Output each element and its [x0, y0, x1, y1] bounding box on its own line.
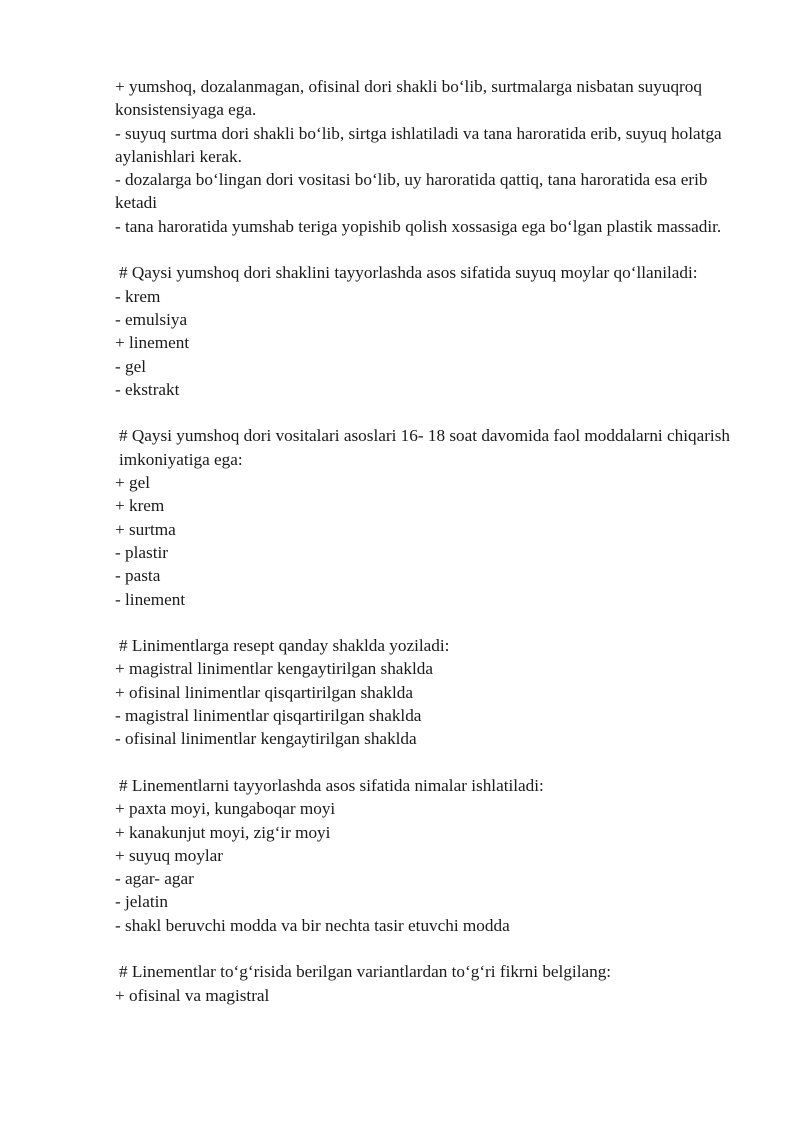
- question-text: # Linementlarni tayyorlashda asos sifatida nimalar ishlatiladi:: [119, 775, 544, 795]
- question-block: [115, 774, 745, 937]
- question-block: [115, 960, 745, 1007]
- answer-option: + krem: [115, 496, 165, 516]
- answer-option: + ofisinal va magistral: [115, 985, 270, 1005]
- answer-option: - gel: [115, 356, 147, 376]
- answer-option: + linement: [115, 333, 190, 353]
- answer-option: - ekstrakt: [115, 379, 180, 399]
- answer-option: + magistral linimentlar kengaytirilgan shaklda: [115, 659, 434, 679]
- answer-option: + kanakunjut moyi, zig‘ir moyi: [115, 822, 331, 842]
- question-block: [115, 75, 745, 238]
- answer-option: - ofisinal linimentlar kengaytirilgan shaklda: [115, 729, 417, 749]
- answer-option: - tana haroratida yumshab teriga yopishib qolish xossasiga ega bo‘lgan plastik massadir.: [115, 216, 722, 236]
- question-text: # Linementlar to‘g‘risida berilgan variantlardan to‘g‘ri fikrni belgilang:: [119, 962, 612, 982]
- answer-option: - plastir: [115, 542, 168, 562]
- answer-option: + yumshoq, dozalanmagan, ofisinal dori shakli bo‘lib, surtmalarga nisbatan suyuqroq konsistensiyaga ega.: [115, 77, 707, 120]
- answer-option: + paxta moyi, kungaboqar moyi: [115, 799, 336, 819]
- test-content: [115, 75, 745, 1030]
- answer-option: - linement: [115, 589, 186, 609]
- answer-option: + ofisinal linimentlar qisqartirilgan shaklda: [115, 682, 413, 702]
- answer-option: + suyuq moylar: [115, 845, 224, 865]
- answer-option: + surtma: [115, 519, 176, 539]
- answer-option: - magistral linimentlar qisqartirilgan shaklda: [115, 706, 422, 726]
- answer-option: + gel: [115, 473, 150, 493]
- question-text: # Linimentlarga resept qanday shaklda yoziladi:: [119, 636, 450, 656]
- answer-option: - dozalarga bo‘lingan dori vositasi bo‘lib, uy haroratida qattiq, tana haroratida esa erib ketadi: [115, 170, 712, 213]
- question-block: [115, 261, 745, 401]
- answer-option: - shakl beruvchi modda va bir nechta tasir etuvchi modda: [115, 915, 510, 935]
- question-block: [115, 424, 745, 610]
- answer-option: - pasta: [115, 566, 161, 586]
- answer-option: - jelatin: [115, 892, 168, 912]
- answer-option: - emulsiya: [115, 309, 188, 329]
- question-text: # Qaysi yumshoq dori shaklini tayyorlashda asos sifatida suyuq moylar qo‘llaniladi:: [119, 263, 698, 283]
- question-text: # Qaysi yumshoq dori vositalari asoslari 16- 18 soat davomida faol moddalarni chiqarish imkoniyatiga ega:: [119, 426, 730, 469]
- answer-option: - agar- agar: [115, 869, 194, 889]
- answer-option: - krem: [115, 286, 161, 306]
- question-block: [115, 634, 745, 750]
- answer-option: - suyuq surtma dori shakli bo‘lib, sirtga ishlatiladi va tana haroratida erib, suyuq holatga aylanishlari kerak.: [115, 123, 726, 166]
